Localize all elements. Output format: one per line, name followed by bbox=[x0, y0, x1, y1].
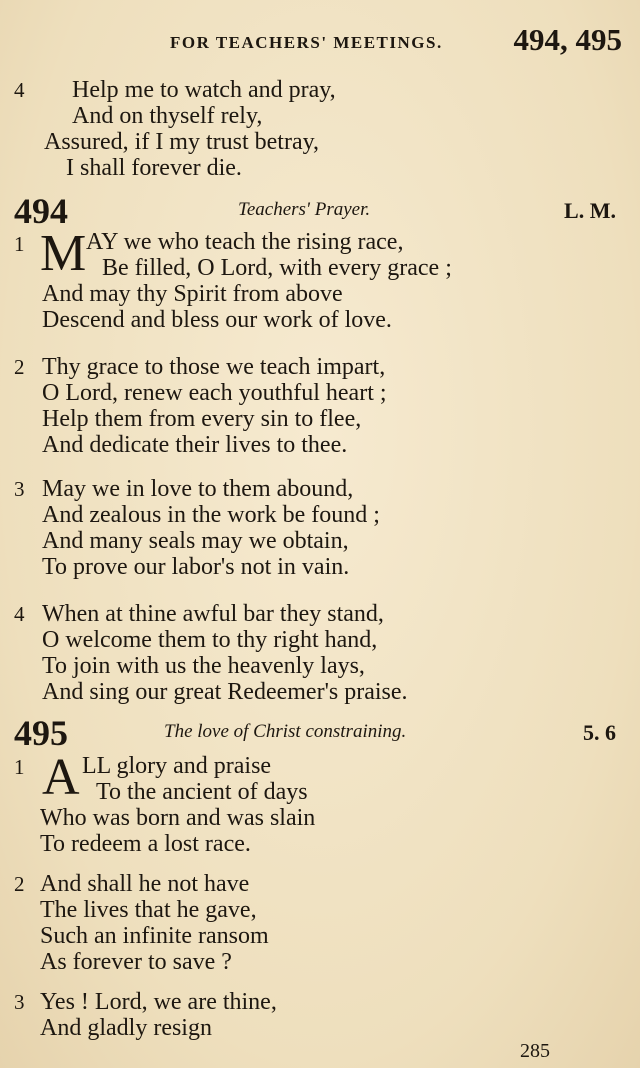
verse-line: Who was born and was slain bbox=[40, 805, 316, 831]
hymn-meter: L. M. bbox=[564, 198, 616, 223]
verse-line: Thy grace to those we teach impart, bbox=[42, 354, 386, 380]
verse-line: To join with us the heavenly lays, bbox=[42, 653, 365, 679]
verse-line: And many seals may we obtain, bbox=[42, 528, 349, 554]
hymn-meter: 5. 6 bbox=[583, 720, 616, 745]
small-caps: LL bbox=[82, 753, 111, 779]
verse-line: And on thyself rely, bbox=[72, 103, 263, 129]
verse-line: Be filled, O Lord, with every grace ; bbox=[102, 255, 452, 281]
hymn-title: The love of Christ constraining. bbox=[164, 721, 407, 742]
verse-line: And sing our great Redeemer's praise. bbox=[42, 679, 408, 705]
verse-line: To the ancient of days bbox=[96, 779, 308, 805]
small-caps: AY bbox=[86, 229, 118, 255]
page-number: 285 bbox=[520, 1040, 550, 1062]
verse-line-tail: we who teach the rising race, bbox=[117, 229, 404, 255]
drop-cap: A bbox=[42, 749, 80, 806]
verse-line: Help them from every sin to flee, bbox=[42, 406, 362, 432]
running-title: FOR TEACHERS' MEETINGS. bbox=[170, 33, 443, 52]
drop-cap: M bbox=[40, 225, 87, 282]
verse-line: To redeem a lost race. bbox=[40, 831, 251, 857]
hymn-number: 495 bbox=[14, 713, 68, 753]
stanza-number: 3 bbox=[14, 990, 25, 1014]
verse-line: And may thy Spirit from above bbox=[42, 281, 343, 307]
verse-line: To prove our labor's not in vain. bbox=[42, 554, 350, 580]
header-hymn-numbers: 494, 495 bbox=[513, 22, 622, 57]
verse-line-first bbox=[86, 229, 403, 255]
verse-line: And gladly resign bbox=[40, 1015, 212, 1041]
hymn-title: Teachers' Prayer. bbox=[238, 199, 371, 220]
verse-line: When at thine awful bar they stand, bbox=[42, 601, 384, 627]
verse-line: I shall forever die. bbox=[66, 155, 242, 181]
verse-line: And dedicate their lives to thee. bbox=[42, 432, 348, 458]
verse-line-first bbox=[82, 753, 271, 779]
verse-line: Descend and bless our work of love. bbox=[42, 307, 392, 333]
verse-line-tail: glory and praise bbox=[110, 753, 272, 779]
stanza-number: 4 bbox=[14, 602, 25, 626]
hymn-number: 494 bbox=[14, 191, 68, 231]
verse-line: And shall he not have bbox=[40, 871, 250, 897]
verse-line: O Lord, renew each youthful heart ; bbox=[42, 380, 387, 406]
stanza-number: 3 bbox=[14, 477, 25, 501]
verse-line: Yes ! Lord, we are thine, bbox=[40, 989, 277, 1015]
stanza-number: 1 bbox=[14, 755, 25, 779]
verse-line: May we in love to them abound, bbox=[42, 476, 354, 502]
verse-line: O welcome them to thy right hand, bbox=[42, 627, 378, 653]
stanza-number: 2 bbox=[14, 355, 25, 379]
verse-line: And zealous in the work be found ; bbox=[42, 502, 380, 528]
verse-line: Assured, if I my trust betray, bbox=[44, 129, 320, 155]
verse-line: Such an infinite ransom bbox=[40, 923, 269, 949]
verse-line: The lives that he gave, bbox=[40, 897, 257, 923]
stanza-number: 4 bbox=[14, 78, 25, 102]
verse-line: Help me to watch and pray, bbox=[72, 77, 336, 103]
stanza-number: 1 bbox=[14, 232, 25, 256]
stanza-number: 2 bbox=[14, 872, 25, 896]
verse-line: As forever to save ? bbox=[40, 949, 232, 975]
